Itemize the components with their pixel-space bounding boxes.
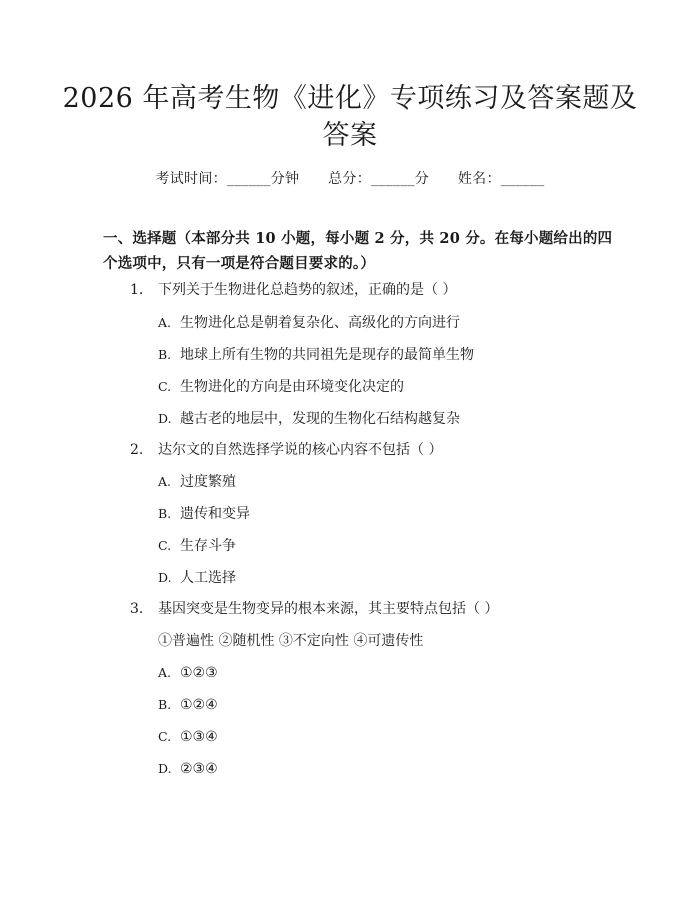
option-text: 生存斗争 bbox=[180, 538, 236, 554]
section-heading: 一、选择题（本部分共 10 小题，每小题 2 分，共 20 分。在每小题给出的四个选项中，只有一项是符合题目要求的。） bbox=[103, 230, 613, 272]
question-number: 2. bbox=[130, 442, 144, 458]
question-text: 基因突变是生物变异的根本来源，其主要特点包括（ ） bbox=[158, 601, 499, 617]
option-text: 越古老的地层中，发现的生物化石结构越复杂 bbox=[180, 411, 460, 427]
option-letter: B. bbox=[158, 347, 172, 362]
question-1-option-d bbox=[158, 409, 460, 429]
question-text: 下列关于生物进化总趋势的叙述，正确的是（ ） bbox=[158, 282, 457, 298]
option-letter: B. bbox=[158, 697, 172, 712]
option-letter: D. bbox=[158, 411, 172, 426]
option-text: ①③④ bbox=[180, 729, 218, 745]
option-letter: C. bbox=[158, 538, 172, 553]
question-3-option-a bbox=[158, 663, 218, 683]
option-letter: A. bbox=[158, 474, 172, 489]
question-text: 达尔文的自然选择学说的核心内容不包括（ ） bbox=[158, 442, 443, 458]
page-title: 2026 年高考生物《进化》专项练习及答案题及答案 bbox=[62, 83, 638, 151]
question-3-statement: ①普遍性 ②随机性 ③不定向性 ④可遗传性 bbox=[158, 633, 424, 649]
exam-score: 总分：______分 bbox=[328, 171, 430, 187]
option-letter: C. bbox=[158, 729, 172, 744]
question-3 bbox=[130, 599, 498, 619]
question-number: 3. bbox=[130, 601, 144, 617]
question-2-option-d bbox=[158, 568, 236, 588]
option-text: 生物进化的方向是由环境变化决定的 bbox=[180, 379, 404, 395]
option-text: ②③④ bbox=[180, 761, 218, 777]
question-1 bbox=[130, 280, 456, 300]
exam-time: 考试时间：______分钟 bbox=[155, 171, 300, 187]
exam-meta bbox=[0, 168, 700, 188]
option-letter: D. bbox=[158, 761, 172, 776]
option-text: 人工选择 bbox=[180, 570, 236, 586]
question-number: 1. bbox=[130, 282, 144, 298]
option-letter: B. bbox=[158, 506, 172, 521]
question-3-option-c bbox=[158, 727, 218, 747]
option-text: ①②④ bbox=[180, 697, 218, 713]
option-text: ①②③ bbox=[180, 665, 218, 681]
question-2-option-a bbox=[158, 472, 236, 492]
question-2-option-c bbox=[158, 536, 236, 556]
option-text: 地球上所有生物的共同祖先是现存的最简单生物 bbox=[180, 347, 474, 363]
option-letter: C. bbox=[158, 379, 172, 394]
option-letter: A. bbox=[158, 315, 172, 330]
exam-name: 姓名：______ bbox=[457, 171, 545, 187]
option-text: 生物进化总是朝着复杂化、高级化的方向进行 bbox=[180, 315, 460, 331]
question-3-option-b bbox=[158, 695, 218, 715]
option-text: 过度繁殖 bbox=[180, 474, 236, 490]
question-1-option-a bbox=[158, 313, 460, 333]
question-2-option-b bbox=[158, 504, 250, 524]
option-letter: A. bbox=[158, 665, 172, 680]
question-3-option-d bbox=[158, 759, 218, 779]
option-letter: D. bbox=[158, 570, 172, 585]
question-1-option-c bbox=[158, 377, 404, 397]
option-text: 遗传和变异 bbox=[180, 506, 250, 522]
question-2 bbox=[130, 440, 442, 460]
question-1-option-b bbox=[158, 345, 474, 365]
